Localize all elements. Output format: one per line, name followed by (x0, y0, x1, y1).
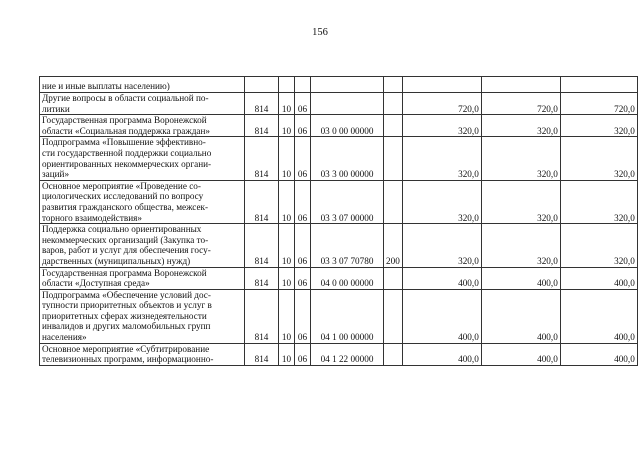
row-name-line: ориентированных некоммерческих органи- (42, 158, 212, 169)
row-name (40, 137, 245, 180)
row-name (40, 93, 245, 115)
row-ved-code: 814 (245, 267, 279, 289)
row-name (40, 77, 245, 93)
row-expense-type (384, 267, 403, 289)
budget-table (39, 76, 638, 366)
row-target-article (311, 93, 384, 115)
row-ved-code: 814 (245, 93, 279, 115)
row-name-line: заций» (42, 169, 70, 180)
row-amount-year-3: 320,0 (560, 180, 637, 223)
table-row (40, 115, 638, 137)
row-section-code: 10 (279, 180, 295, 223)
row-subsection-code (295, 77, 311, 93)
row-ved-code: 814 (245, 137, 279, 180)
row-amount-year-3 (560, 77, 637, 93)
row-target-article: 03 0 00 00000 (311, 115, 384, 137)
table-row (40, 267, 638, 289)
table-row (40, 93, 638, 115)
row-amount-year-3: 720,0 (560, 93, 637, 115)
row-name-line: некоммерческих организаций (Закупка то- (42, 234, 209, 245)
row-name-line: варов, работ и услуг для обеспечения госу- (42, 245, 211, 256)
table-row (40, 137, 638, 180)
row-amount-year-1: 320,0 (402, 224, 481, 267)
row-section-code: 10 (279, 267, 295, 289)
row-amount-year-3: 400,0 (560, 267, 637, 289)
row-expense-type (384, 115, 403, 137)
row-ved-code: 814 (245, 224, 279, 267)
table-row (40, 343, 638, 365)
row-name-line: развития гражданского общества, межсек- (42, 201, 209, 212)
row-amount-year-2: 320,0 (481, 115, 560, 137)
row-expense-type (384, 137, 403, 180)
row-expense-type (384, 343, 403, 365)
row-name-line: Основное мероприятие «Субтитрирование (42, 343, 210, 354)
row-amount-year-3: 320,0 (560, 115, 637, 137)
row-amount-year-2: 320,0 (481, 137, 560, 180)
row-name-line: телевизионных программ, информационно- (42, 354, 214, 365)
row-amount-year-3: 400,0 (560, 289, 637, 343)
row-target-article: 03 3 00 00000 (311, 137, 384, 180)
row-ved-code: 814 (245, 115, 279, 137)
row-section-code: 10 (279, 224, 295, 267)
row-name-line: Государственная программа Воронежской (42, 115, 207, 126)
row-amount-year-1: 320,0 (402, 137, 481, 180)
row-expense-type (384, 77, 403, 93)
row-amount-year-2: 400,0 (481, 343, 560, 365)
row-target-article: 04 1 22 00000 (311, 343, 384, 365)
row-amount-year-1: 320,0 (402, 180, 481, 223)
row-name (40, 267, 245, 289)
row-name-line: Поддержка социально ориентированных (42, 224, 202, 235)
row-amount-year-1: 320,0 (402, 115, 481, 137)
row-ved-code: 814 (245, 343, 279, 365)
row-subsection-code: 06 (295, 137, 311, 180)
row-target-article: 03 3 07 00000 (311, 180, 384, 223)
row-amount-year-1: 400,0 (402, 343, 481, 365)
row-amount-year-2: 320,0 (481, 180, 560, 223)
row-amount-year-3: 400,0 (560, 343, 637, 365)
row-section-code: 10 (279, 93, 295, 115)
row-name-line: торного взаимодействия» (42, 212, 142, 223)
row-section-code: 10 (279, 289, 295, 343)
row-target-article: 03 3 07 70780 (311, 224, 384, 267)
row-name-line: инвалидов и других маломобильных групп (42, 321, 211, 332)
row-amount-year-2 (481, 77, 560, 93)
row-expense-type (384, 289, 403, 343)
row-subsection-code: 06 (295, 93, 311, 115)
row-section-code: 10 (279, 137, 295, 180)
row-amount-year-2: 320,0 (481, 224, 560, 267)
row-name-line: дарственных (муниципальных) нужд) (42, 255, 191, 266)
row-name-line: области «Доступная среда» (42, 278, 150, 289)
row-amount-year-1: 400,0 (402, 289, 481, 343)
row-amount-year-1: 720,0 (402, 93, 481, 115)
row-name-line: сти государственной поддержки социально (42, 147, 212, 158)
row-ved-code (245, 77, 279, 93)
row-name (40, 224, 245, 267)
row-name-line: приоритетных сферах жизнедеятельности (42, 310, 207, 321)
row-name-line: Государственная программа Воронежской (42, 267, 207, 278)
row-section-code (279, 77, 295, 93)
row-amount-year-3: 320,0 (560, 137, 637, 180)
row-amount-year-1 (402, 77, 481, 93)
row-target-article: 04 0 00 00000 (311, 267, 384, 289)
row-name-line: литики (42, 103, 70, 114)
row-section-code: 10 (279, 115, 295, 137)
row-name (40, 115, 245, 137)
page-number: 156 (312, 27, 328, 38)
row-name-line: населения» (42, 332, 87, 343)
row-name-line: Другие вопросы в области социальной по- (42, 93, 209, 103)
row-expense-type (384, 180, 403, 223)
row-ved-code: 814 (245, 289, 279, 343)
row-amount-year-2: 720,0 (481, 93, 560, 115)
row-amount-year-3: 320,0 (560, 224, 637, 267)
row-subsection-code: 06 (295, 343, 311, 365)
row-target-article (311, 77, 384, 93)
table-row (40, 77, 638, 93)
row-target-article: 04 1 00 00000 (311, 289, 384, 343)
row-name-line: ние и иные выплаты населению) (42, 81, 170, 92)
row-expense-type: 200 (384, 224, 403, 267)
row-subsection-code: 06 (295, 180, 311, 223)
row-name-line: Подпрограмма «Обеспечение условий дос- (42, 289, 211, 300)
row-amount-year-2: 400,0 (481, 267, 560, 289)
row-expense-type (384, 93, 403, 115)
row-ved-code: 814 (245, 180, 279, 223)
table-row (40, 180, 638, 223)
row-subsection-code: 06 (295, 115, 311, 137)
row-name-line: области «Социальная поддержка граждан» (42, 125, 210, 136)
row-section-code: 10 (279, 343, 295, 365)
row-subsection-code: 06 (295, 289, 311, 343)
table-row (40, 289, 638, 343)
row-name-line: циологических исследований по вопросу (42, 191, 204, 202)
row-name (40, 343, 245, 365)
table-row (40, 224, 638, 267)
row-name-line: Подпрограмма «Повышение эффективно- (42, 137, 206, 148)
row-name-line: Основное мероприятие «Проведение со- (42, 180, 201, 191)
row-subsection-code: 06 (295, 267, 311, 289)
row-name-line: тупности приоритетных объектов и услуг в (42, 300, 212, 311)
row-amount-year-2: 400,0 (481, 289, 560, 343)
row-name (40, 180, 245, 223)
row-subsection-code: 06 (295, 224, 311, 267)
row-name (40, 289, 245, 343)
row-amount-year-1: 400,0 (402, 267, 481, 289)
